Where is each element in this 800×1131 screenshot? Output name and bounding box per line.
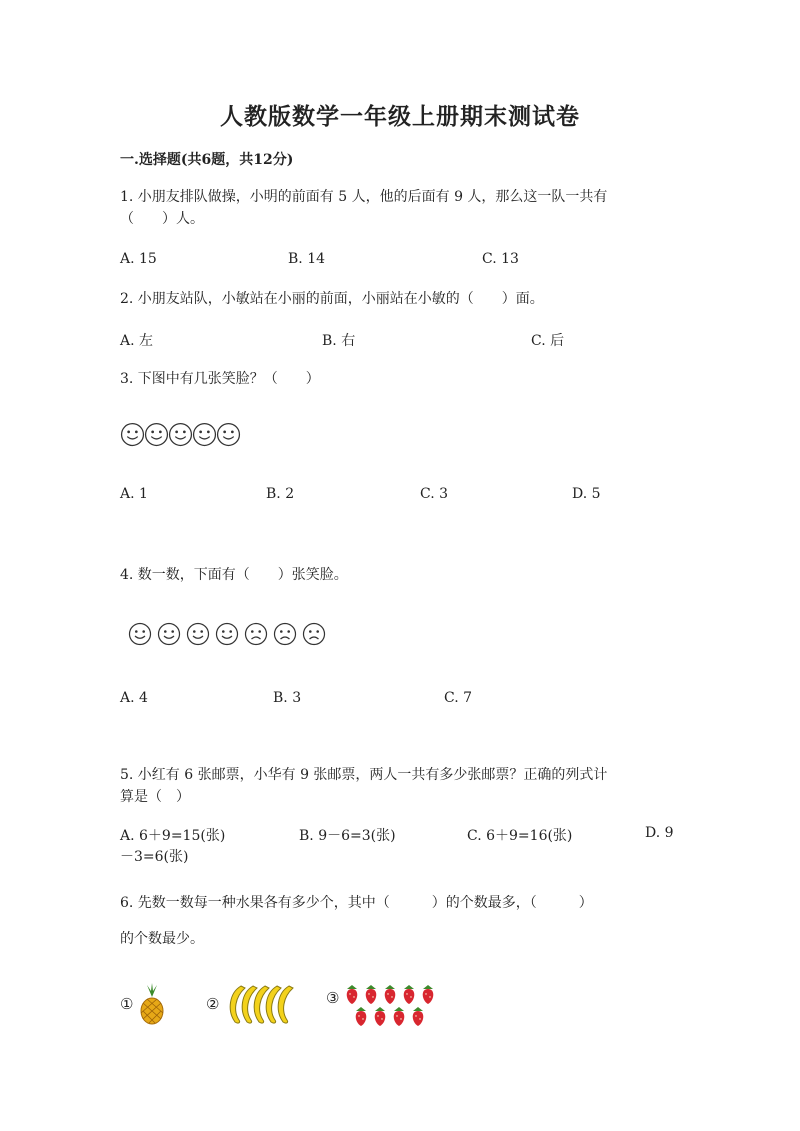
sad-face-icon <box>273 622 297 646</box>
sad-face-icon <box>302 622 326 646</box>
strawberry-icon <box>375 1007 386 1026</box>
q5-option-b: B. 9－6=3(张) <box>299 828 396 844</box>
section-heading: 一.选择题(共6题，共12分) <box>120 152 294 168</box>
strawberry-icon <box>366 985 377 1004</box>
smiley-face-icon <box>215 622 239 646</box>
q3-option-c: C. 3 <box>420 486 449 502</box>
q5-option-c: C. 6＋9=16(张) <box>467 828 573 844</box>
fruit-group-banana <box>206 983 299 1025</box>
smiley-face-icon <box>186 622 210 646</box>
strawberry-icon <box>356 1007 367 1026</box>
fruit-mark-2: ② <box>206 995 220 1013</box>
banana-bunch-icon <box>223 983 299 1025</box>
q3-option-d: D. 5 <box>572 486 601 502</box>
q2-option-a: A. 左 <box>120 333 154 349</box>
smiley-face-icon <box>192 422 217 447</box>
strawberry-icon <box>394 1007 405 1026</box>
strawberry-icon <box>385 985 396 1004</box>
q5-option-a: A. 6＋9=15(张) <box>120 828 226 844</box>
strawberry-icon <box>404 985 415 1004</box>
smiley-face-icon <box>144 422 169 447</box>
smiley-face-icon <box>128 622 152 646</box>
question-2-line1: 2. 小朋友站队，小敏站在小丽的前面，小丽站在小敏的（ ）面。 <box>120 291 544 307</box>
q1-option-b: B. 14 <box>288 251 326 267</box>
question-5-line1: 5. 小红有 6 张邮票，小华有 9 张邮票，两人一共有多少张邮票？正确的列式计 <box>120 767 608 783</box>
strawberries-icon <box>343 983 435 1029</box>
smiley-faces-row <box>120 422 240 447</box>
question-3 <box>120 368 680 390</box>
strawberry-icon <box>413 1007 424 1026</box>
q5-option-d: D. 9 <box>645 825 674 841</box>
question-6-line2: 的个数最少。 <box>120 931 204 947</box>
pineapple-icon <box>137 983 167 1025</box>
exam-title: 人教版数学一年级上册期末测试卷 <box>220 103 580 130</box>
q3-option-b: B. 2 <box>266 486 295 502</box>
q3-option-a: A. 1 <box>120 486 148 502</box>
q4-option-c: C. 7 <box>444 690 473 706</box>
q1-option-a: A. 15 <box>120 251 157 267</box>
mixed-faces-row <box>128 622 331 646</box>
question-6 <box>120 885 680 957</box>
question-1 <box>120 186 680 230</box>
fruit-group-pineapple <box>120 983 167 1025</box>
smiley-face-icon <box>216 422 241 447</box>
question-2 <box>120 288 680 310</box>
q1-option-c: C. 13 <box>482 251 519 267</box>
q4-option-a: A. 4 <box>120 690 148 706</box>
smiley-face-icon <box>120 422 145 447</box>
strawberry-icon <box>423 985 434 1004</box>
question-4 <box>120 564 680 586</box>
question-1-line1: 1. 小朋友排队做操，小明的前面有 5 人，他的后面有 9 人，那么这一队一共有 <box>120 189 608 205</box>
question-3-line1: 3. 下图中有几张笑脸？（ ） <box>120 371 320 387</box>
fruit-mark-3: ③ <box>326 989 340 1007</box>
smiley-face-icon <box>157 622 181 646</box>
strawberry-icon <box>347 985 358 1004</box>
question-6-line1: 6. 先数一数每一种水果各有多少个，其中（ ）的个数最多，（ ） <box>120 895 593 911</box>
fruit-group-strawberry <box>326 983 435 1029</box>
q5-option-d-continued: －3=6(张) <box>120 849 189 865</box>
question-5 <box>120 764 680 808</box>
question-4-line1: 4. 数一数，下面有（ ）张笑脸。 <box>120 567 348 583</box>
q2-option-b: B. 右 <box>322 333 356 349</box>
smiley-face-icon <box>168 422 193 447</box>
fruit-mark-1: ① <box>120 995 134 1013</box>
q4-option-b: B. 3 <box>273 690 302 706</box>
sad-face-icon <box>244 622 268 646</box>
question-5-line2: 算是（ ） <box>120 789 190 805</box>
question-1-line2: （ ）人。 <box>120 211 204 227</box>
q2-option-c: C. 后 <box>531 333 565 349</box>
